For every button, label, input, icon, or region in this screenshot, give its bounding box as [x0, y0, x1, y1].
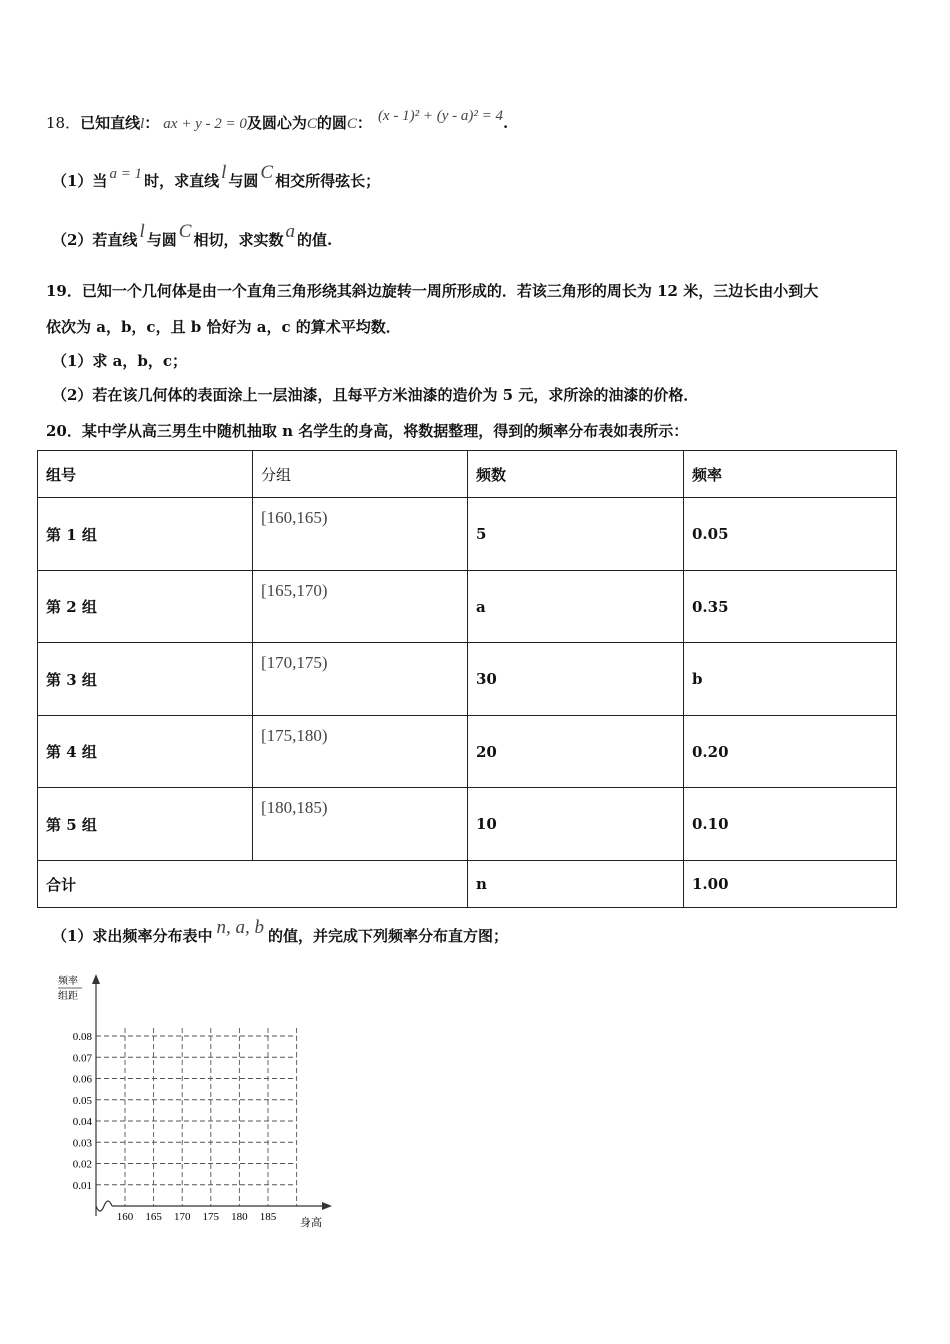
- q18-circle-word: 的圆: [316, 114, 347, 132]
- x-tick-label: 185: [259, 1211, 277, 1223]
- q18-part1-end: 相交所得弦长；: [275, 172, 381, 190]
- q18-part2-mid: 与圆: [146, 231, 177, 249]
- q18-part1-cond: a = 1: [109, 166, 143, 182]
- frequency-cell: 0.10: [684, 788, 897, 861]
- q20-part1: [52, 917, 508, 947]
- y-tick-label: 0.01: [72, 1179, 92, 1192]
- q18-center: C: [306, 116, 317, 132]
- x-tick-label: 160: [116, 1211, 134, 1223]
- group-cell: 第 3 组: [38, 643, 253, 716]
- q18-line-var: l: [140, 116, 145, 132]
- y-axis-arrow: [92, 974, 100, 984]
- q20-part1-prefix: （1）求出频率分布表中: [52, 927, 213, 945]
- q19-line1: 19．已知一个几何体是由一个直角三角形绕其斜边旋转一周所形成的．若该三角形的周长为 12 米，三边长由小到大: [46, 282, 819, 300]
- interval-cell: [175,180): [253, 716, 468, 788]
- table-header-row: [38, 451, 897, 498]
- q18-part2-end: 的值.: [296, 231, 333, 249]
- q20-part1-vars: n, a, b: [216, 917, 264, 938]
- table-total-row: [38, 861, 897, 908]
- x-tick-labels: [117, 1211, 277, 1223]
- q18-colon2: ：: [356, 114, 372, 132]
- table-row: [38, 571, 897, 643]
- q18-part1: [52, 162, 381, 192]
- q18-stem: [46, 108, 509, 133]
- total-count-cell: n: [468, 861, 684, 908]
- q18-part2: [52, 221, 333, 251]
- header-cell: 频数: [468, 451, 684, 498]
- group-cell: 第 2 组: [38, 571, 253, 643]
- y-tick-label: 0.02: [72, 1158, 92, 1171]
- interval-cell: [160,165): [253, 498, 468, 571]
- y-tick-label: 0.03: [72, 1137, 92, 1150]
- q18-circle-name: C: [346, 116, 357, 132]
- y-tick-label: 0.07: [72, 1052, 92, 1065]
- q20-part1-end: 的值，并完成下列频率分布直方图；: [267, 927, 508, 945]
- header-cell: 频率: [684, 451, 897, 498]
- histogram-grid: [96, 1028, 297, 1206]
- header-cell: 分组: [253, 451, 468, 498]
- q18-part1-l: l: [221, 162, 227, 183]
- q18-line-eq: ax + y - 2 = 0: [163, 116, 247, 132]
- y-tick-label: 0.08: [72, 1031, 92, 1043]
- table-row: [38, 498, 897, 571]
- histogram-axes: [92, 974, 332, 1216]
- interval-cell: [165,170): [253, 571, 468, 643]
- q19-line2: 依次为 a，b，c，且 b 恰好为 a，c 的算术平均数．: [46, 318, 401, 336]
- total-frequency-cell: 1.00: [684, 861, 897, 908]
- q18-colon: ：: [144, 114, 160, 132]
- frequency-cell: 0.35: [684, 571, 897, 643]
- q18-number: 18．: [46, 114, 81, 132]
- frequency-table: [37, 450, 897, 908]
- frequency-cell: b: [684, 643, 897, 716]
- count-cell: a: [468, 571, 684, 643]
- q18-part1-mid2: 与圆: [228, 172, 259, 190]
- q18-part2-c: C: [178, 221, 192, 242]
- x-tick-label: 175: [202, 1211, 220, 1223]
- q18-part2-l: l: [139, 221, 145, 242]
- y-tick-label: 0.06: [72, 1073, 92, 1086]
- frequency-cell: 0.05: [684, 498, 897, 571]
- header-cell: 组号: [38, 451, 253, 498]
- interval-cell: [180,185): [253, 788, 468, 861]
- q18-part2-a: a: [285, 221, 295, 242]
- q18-part1-mid: 时，求直线: [144, 172, 220, 190]
- y-tick-labels: [73, 1031, 93, 1192]
- count-cell: 5: [468, 498, 684, 571]
- interval-cell: [170,175): [253, 643, 468, 716]
- q18-part2-mid2: 相切，求实数: [193, 231, 284, 249]
- table-row: [38, 643, 897, 716]
- y-axis-label-bottom: 组距: [58, 991, 78, 1002]
- y-tick-label: 0.04: [72, 1116, 92, 1128]
- x-tick-label: 170: [173, 1211, 191, 1223]
- count-cell: 10: [468, 788, 684, 861]
- q20-intro: 20．某中学从高三男生中随机抽取 n 名学生的身高，将数据整理，得到的频率分布表如表所示：: [46, 422, 689, 440]
- x-tick-label: 180: [231, 1211, 248, 1223]
- y-tick-label: 0.05: [72, 1094, 92, 1107]
- y-axis-label-top: 频率: [58, 976, 78, 987]
- x-tick-label: 165: [145, 1211, 162, 1223]
- table-row: [38, 716, 897, 788]
- histogram-chart: [50, 970, 350, 1235]
- table-row: [38, 788, 897, 861]
- group-cell: 第 4 组: [38, 716, 253, 788]
- q19-part2: （2）若在该几何体的表面涂上一层油漆，且每平方米油漆的造价为 5 元，求所涂的油漆的价格．: [52, 386, 699, 404]
- axis-break-mark: [96, 1201, 112, 1211]
- total-label-cell: 合计: [38, 861, 468, 908]
- frequency-cell: 0.20: [684, 716, 897, 788]
- q18-part1-c: C: [260, 162, 274, 183]
- x-axis-label: 身高: [300, 1217, 322, 1229]
- group-cell: 第 1 组: [38, 498, 253, 571]
- count-cell: 20: [468, 716, 684, 788]
- q18-circle-eq: (x - 1)² + (y - a)² = 4: [377, 108, 503, 124]
- q18-part1-prefix: （1）当: [52, 172, 108, 190]
- q18-end: .: [502, 114, 509, 132]
- q19-part1: （1）求 a，b，c；: [52, 352, 188, 370]
- count-cell: 30: [468, 643, 684, 716]
- q18-mid: 及圆心为: [246, 114, 307, 132]
- q18-part2-prefix: （2）若直线: [52, 231, 138, 249]
- group-cell: 第 5 组: [38, 788, 253, 861]
- q18-intro: 已知直线: [80, 114, 141, 132]
- x-axis-arrow: [322, 1202, 332, 1210]
